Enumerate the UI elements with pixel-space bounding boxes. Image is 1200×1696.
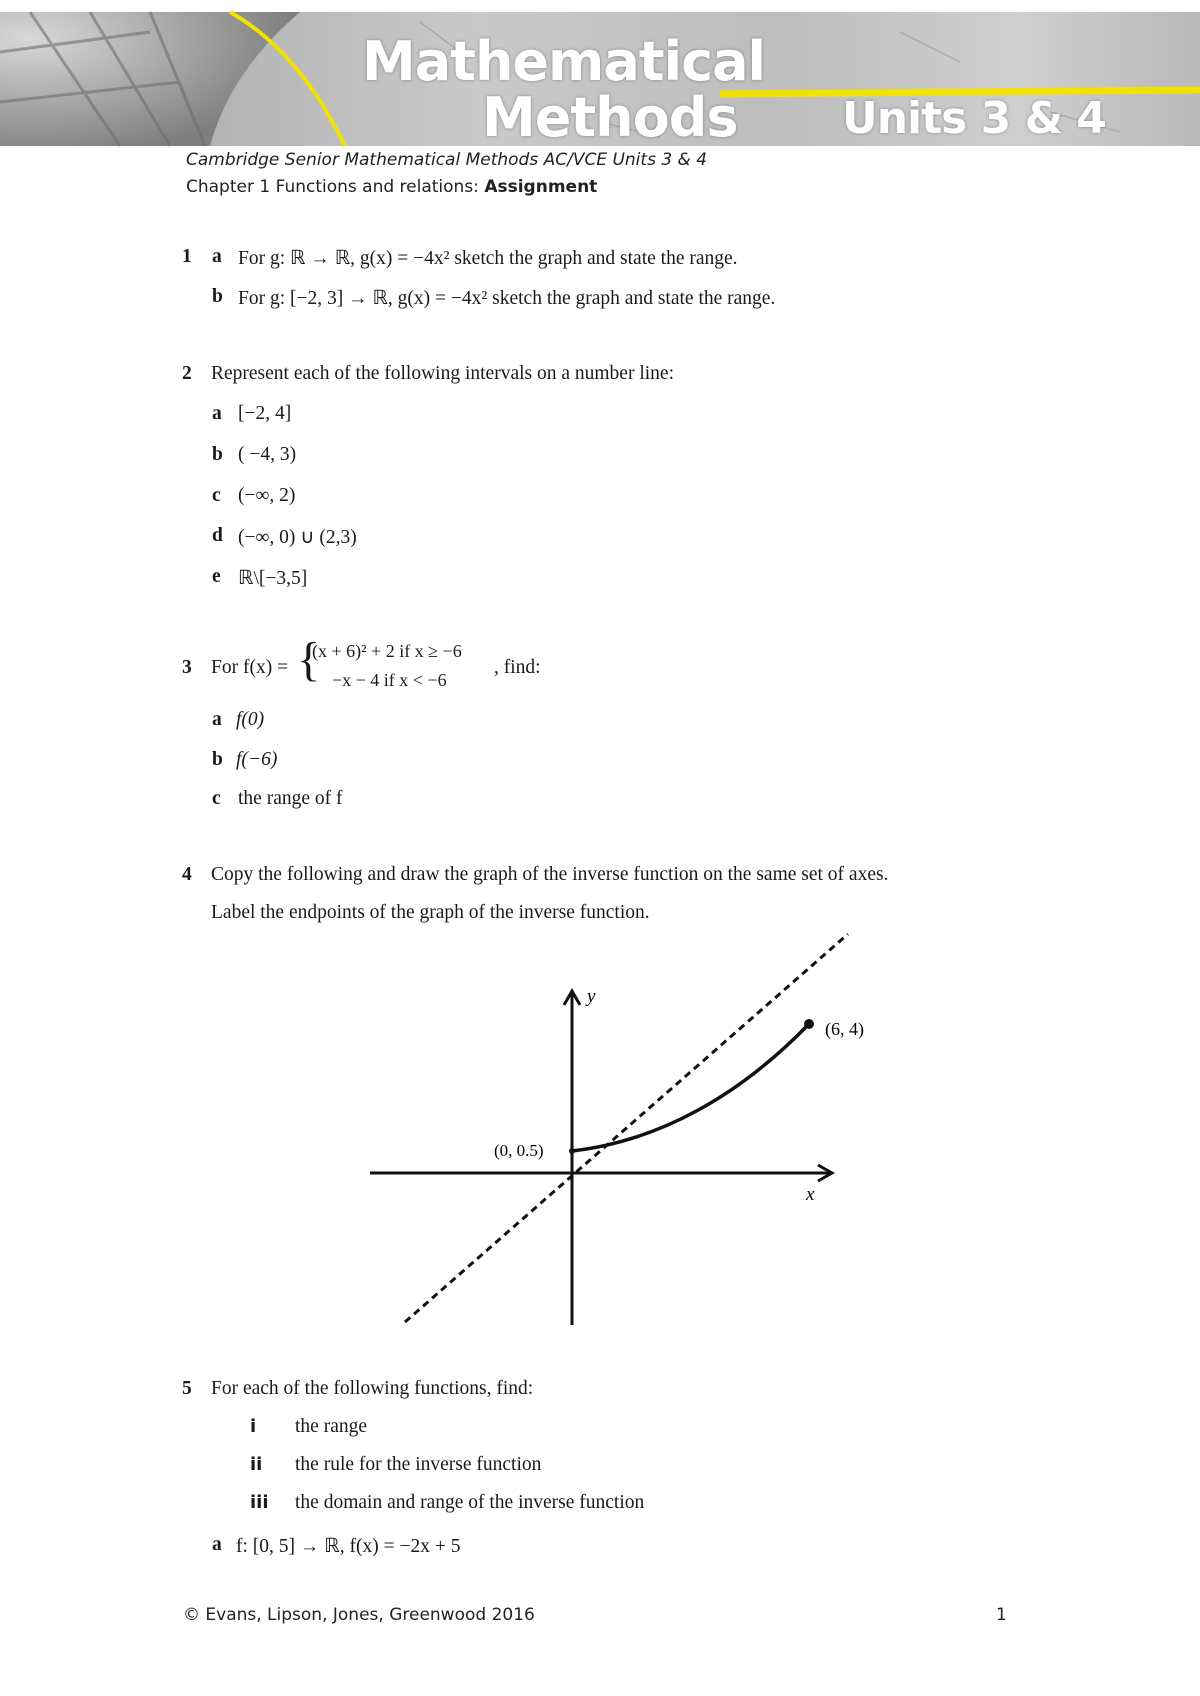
- banner-units: Units 3 & 4: [842, 93, 1106, 144]
- q3-suffix: , find:: [494, 657, 541, 678]
- q2d-label: d: [212, 525, 223, 546]
- q5iii-text: the domain and range of the inverse function: [295, 1492, 645, 1513]
- chapter-title: [186, 177, 597, 197]
- q2e-text: ℝ\[−3,5]: [238, 568, 308, 589]
- y-axis: [564, 991, 580, 1325]
- q3c-label: c: [212, 788, 221, 809]
- q2-text: Represent each of the following intervals on a number line:: [211, 363, 674, 384]
- q5ii-text: the rule for the inverse function: [295, 1454, 542, 1475]
- banner-title-line2: Methods: [482, 86, 738, 149]
- q3b-text: f(−6): [236, 749, 278, 770]
- q3c-text: the range of f: [238, 788, 343, 809]
- x-axis: [370, 1165, 832, 1181]
- q2b-label: b: [212, 444, 223, 465]
- q2a-label: a: [212, 403, 222, 424]
- q3-brace: {: [297, 633, 321, 686]
- q2c-label: c: [212, 485, 221, 506]
- q1a-text: For g: ℝ → ℝ, g(x) = −4x² sketch the graph and state the range.: [238, 248, 738, 269]
- q4-line2: Label the endpoints of the graph of the inverse function.: [211, 902, 650, 923]
- q1b-text: For g: [−2, 3] → ℝ, g(x) = −4x² sketch the graph and state the range.: [238, 288, 776, 309]
- q1-number: 1: [182, 246, 192, 267]
- q5-text: For each of the following functions, find:: [211, 1378, 534, 1399]
- q3-case1: (x + 6)² + 2 if x ≥ −6: [312, 641, 462, 661]
- page-number: 1: [996, 1605, 1007, 1625]
- copyright: © Evans, Lipson, Jones, Greenwood 2016: [183, 1605, 535, 1625]
- q3-prefix: For f(x) =: [211, 657, 289, 678]
- header-banner: [0, 12, 1200, 149]
- q5iii-label: iii: [250, 1492, 269, 1513]
- q3b-label: b: [212, 749, 223, 770]
- q1a-label: a: [212, 246, 222, 267]
- q5-number: 5: [182, 1378, 192, 1399]
- q5a-text: f: [0, 5] → ℝ, f(x) = −2x + 5: [236, 1536, 461, 1557]
- q3-case2: −x − 4 if x < −6: [332, 670, 447, 690]
- end-point: [804, 1019, 814, 1029]
- y-axis-label: y: [587, 986, 596, 1007]
- q4-graph: [360, 925, 864, 1325]
- q2-number: 2: [182, 363, 192, 384]
- q1b-label: b: [212, 286, 223, 307]
- q5ii-label: ii: [250, 1454, 263, 1475]
- q5i-label: i: [250, 1416, 257, 1437]
- chapter-assignment-label: Assignment: [484, 177, 598, 197]
- q2a-text: [−2, 4]: [238, 403, 292, 424]
- banner-title: [362, 30, 766, 149]
- function-curve: [572, 1024, 809, 1151]
- book-title: Cambridge Senior Mathematical Methods AC/VCE Units 3 & 4: [186, 150, 708, 170]
- q2d-text: (−∞, 0) ∪ (2,3): [238, 527, 357, 548]
- q5a-label: a: [212, 1534, 222, 1555]
- q3a-label: a: [212, 709, 222, 730]
- q5i-text: the range: [295, 1416, 368, 1437]
- q2b-text: ( −4, 3): [238, 444, 297, 465]
- q3a-text: f(0): [236, 709, 265, 730]
- banner-title-line1: Mathematical: [362, 30, 766, 93]
- end-point-label: (6, 4): [825, 1019, 864, 1039]
- q4-number: 4: [182, 864, 192, 885]
- chapter-prefix: Chapter 1 Functions and relations:: [186, 177, 485, 197]
- x-axis-label: x: [806, 1184, 815, 1205]
- q2e-label: e: [212, 566, 221, 587]
- q3-number: 3: [182, 657, 192, 678]
- q2c-text: (−∞, 2): [238, 485, 296, 506]
- line-y-equals-x: [405, 934, 848, 1322]
- start-point: [569, 1148, 575, 1154]
- q4-line1: Copy the following and draw the graph of the inverse function on the same set of axes.: [211, 864, 889, 885]
- start-point-label: (0, 0.5): [494, 1141, 544, 1160]
